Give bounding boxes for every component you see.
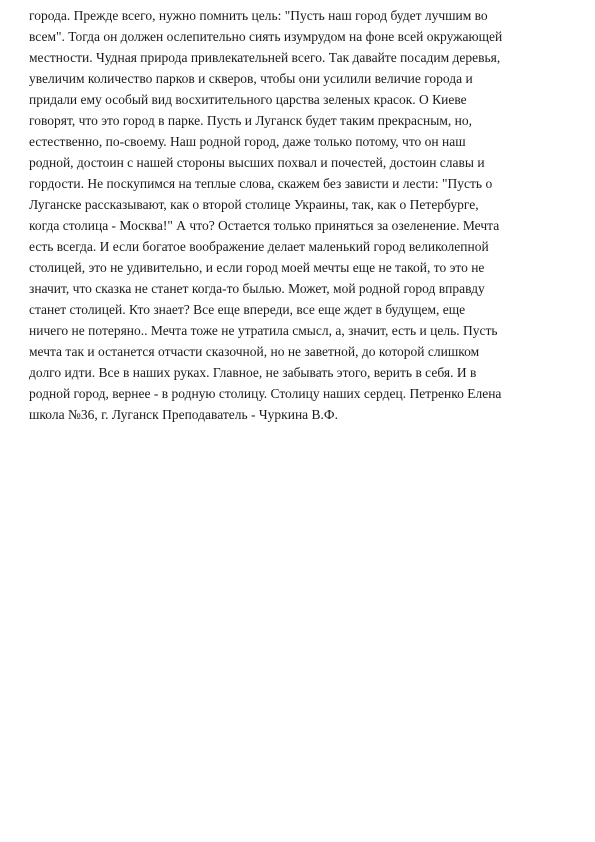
text-line-18: долго идти. Все в наших руках. Главное, не забывать этого, верить в себя. И в xyxy=(29,365,477,380)
text-line-16: ничего не потеряно.. Мечта тоже не утратила смысл, а, значит, есть и цель. Пусть xyxy=(29,323,498,338)
text-line-19: родной город, вернее - в родную столицу. Столицу наших сердец. Петренко Елена xyxy=(29,386,502,401)
text-line-6: говорят, что это город в парке. Пусть и Луганск будет таким прекрасным, но, xyxy=(29,113,472,128)
essay-text xyxy=(29,5,574,425)
text-line-3: местности. Чудная природа привлекательней всего. Так давайте посадим деревья, xyxy=(29,50,501,65)
text-line-15: станет столицей. Кто знает? Все еще впереди, все еще ждет в будущем, еще xyxy=(29,302,466,317)
text-line-20: школа №36, г. Луганск Преподаватель - Чуркина В.Ф. xyxy=(29,407,338,422)
text-line-13: столицей, это не удивительно, и если город моей мечты еще не такой, то это не xyxy=(29,260,485,275)
text-line-14: значит, что сказка не станет когда-то былью. Может, мой родной город вправду xyxy=(29,281,485,296)
text-line-5: придали ему особый вид восхитительного царства зеленых красок. О Киеве xyxy=(29,92,467,107)
text-line-9: гордости. Не поскупимся на теплые слова, скажем без зависти и лести: "Пусть о xyxy=(29,176,493,191)
text-line-17: мечта так и останется отчасти сказочной, но не заветной, до которой слишком xyxy=(29,344,480,359)
text-line-7: естественно, по-своему. Наш родной город, даже только потому, что он наш xyxy=(29,134,466,149)
text-line-8: родной, достоин с нашей стороны высших похвал и почестей, достоин славы и xyxy=(29,155,485,170)
text-line-4: увеличим количество парков и скверов, чтобы они усилили величие города и xyxy=(29,71,473,86)
text-line-12: есть всегда. И если богатое воображение делает маленький город великолепной xyxy=(29,239,489,254)
text-line-2: всем". Тогда он должен ослепительно сиять изумрудом на фоне всей окружающей xyxy=(29,29,503,44)
text-line-1: города. Прежде всего, нужно помнить цель: "Пусть наш город будет лучшим во xyxy=(29,8,488,23)
text-line-10: Луганске рассказывают, как о второй столице Украины, так, как о Петербурге, xyxy=(29,197,479,212)
text-line-11: когда столица - Москва!" А что? Остается только приняться за озеленение. Мечта xyxy=(29,218,500,233)
